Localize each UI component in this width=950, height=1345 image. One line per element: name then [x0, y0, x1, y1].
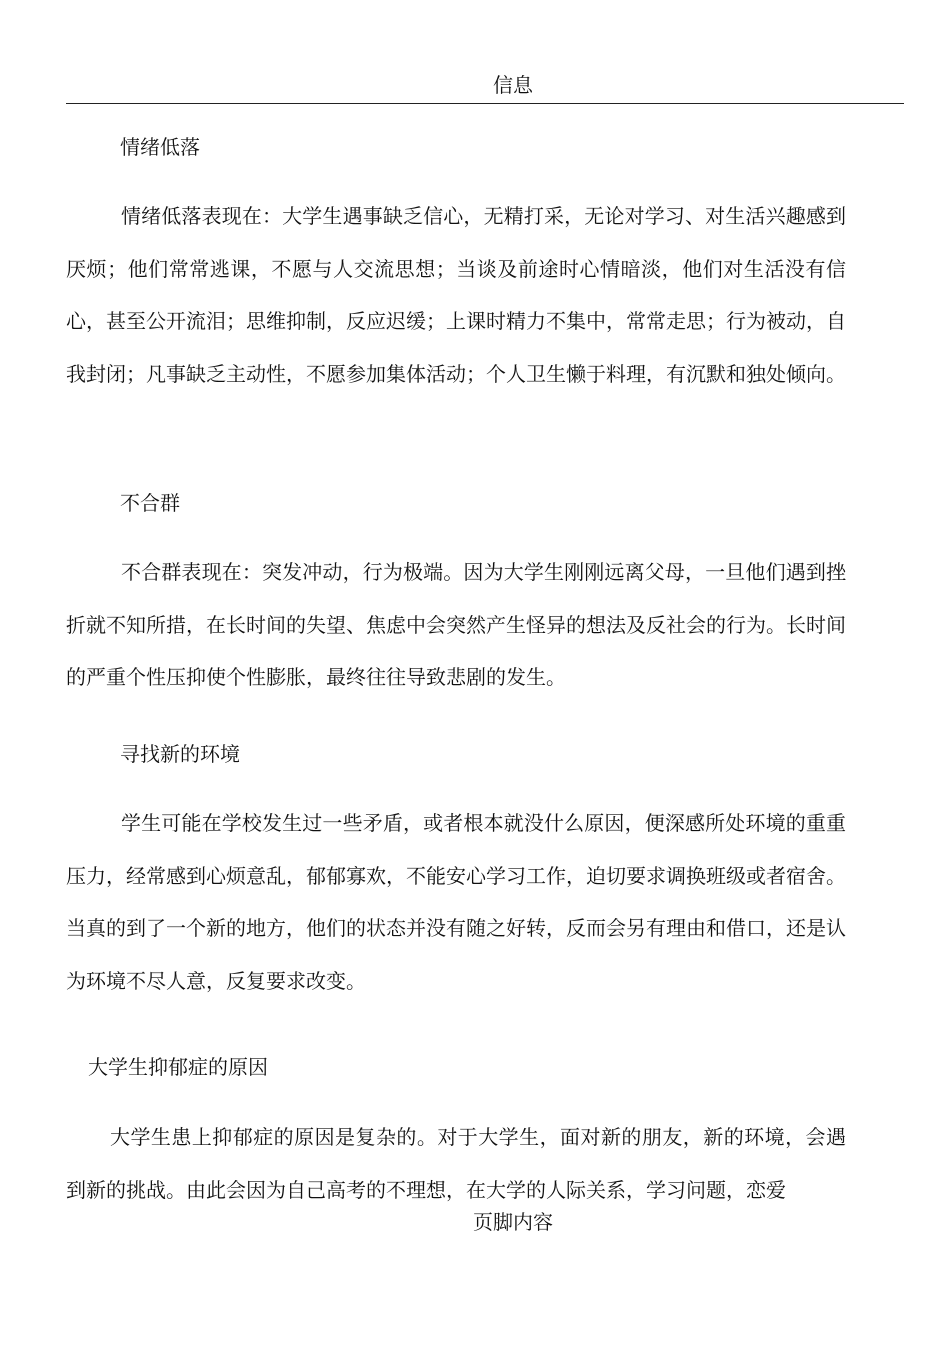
- section-body-new-environment: 学生可能在学校发生过一些矛盾，或者根本就没什么原因，便深感所处环境的重重压力，经常感到心烦意乱，郁郁寡欢，不能安心学习工作，迫切要求调换班级或者宿舍。当真的到了一个新的地方，他们的状态并没有随之好转，反而会另有理由和借口，还是认为环境不尽人意，反复要求改变。: [66, 811, 846, 993]
- page-header: 信息: [493, 73, 533, 97]
- section-body-unsociable: 不合群表现在：突发冲动，行为极端。因为大学生刚刚远离父母，一旦他们遇到挫折就不知所措，在长时间的失望、焦虑中会突然产生怪异的想法及反社会的行为。长时间的严重个性压抑使个性膨胀，最终往往导致悲剧的发生。: [66, 560, 846, 689]
- section-heading-low-mood: 情绪低落: [120, 135, 200, 159]
- section-heading-unsociable: 不合群: [120, 491, 180, 515]
- page-footer: 页脚内容: [473, 1210, 553, 1234]
- section-body-causes: 大学生患上抑郁症的原因是复杂的。对于大学生，面对新的朋友，新的环境，会遇到新的挑战。由此会因为自己高考的不理想，在大学的人际关系，学习问题，恋爱: [66, 1125, 846, 1202]
- section-heading-causes: 大学生抑郁症的原因: [88, 1055, 268, 1079]
- header-divider: [66, 103, 904, 104]
- section-body-low-mood: 情绪低落表现在：大学生遇事缺乏信心，无精打采，无论对学习、对生活兴趣感到厌烦；他们常常逃课，不愿与人交流思想；当谈及前途时心情暗淡，他们对生活没有信心，甚至公开流泪；思维抑制，反应迟缓；上课时精力不集中，常常走思；行为被动，自我封闭；凡事缺乏主动性，不愿参加集体活动；个人卫生懒于料理，有沉默和独处倾向。: [66, 204, 846, 386]
- section-heading-new-environment: 寻找新的环境: [120, 742, 240, 766]
